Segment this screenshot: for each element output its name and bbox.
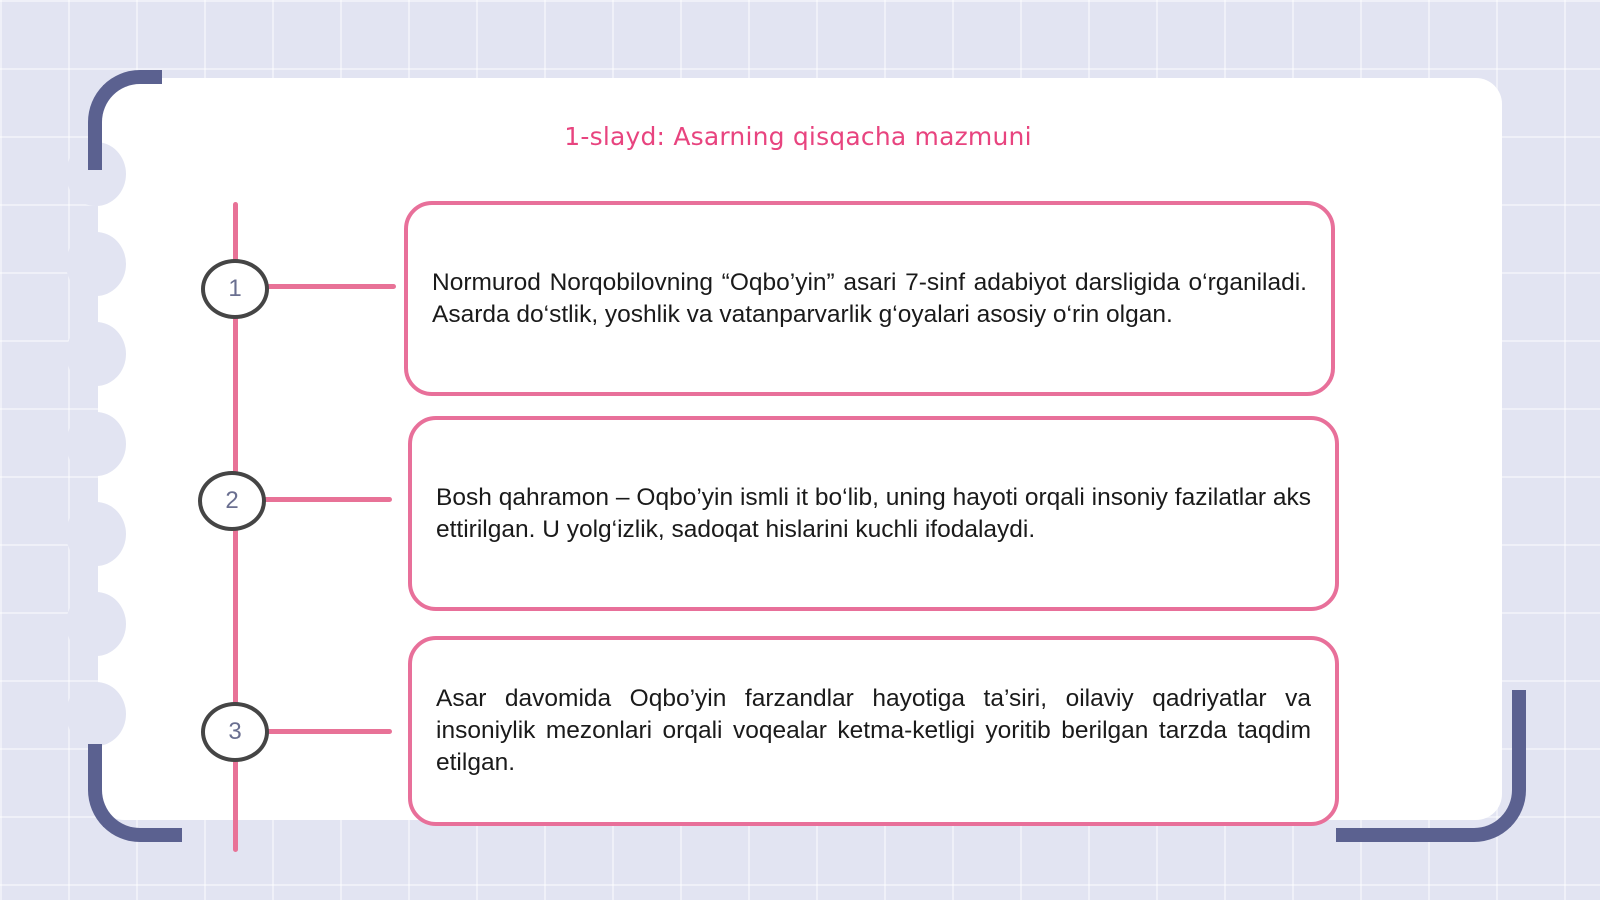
page-scallop bbox=[66, 412, 126, 476]
timeline-connector bbox=[262, 497, 392, 502]
page-scallop bbox=[66, 502, 126, 566]
timeline-connector bbox=[264, 284, 396, 289]
page-scallop bbox=[66, 682, 126, 746]
content-card-3 bbox=[408, 636, 1339, 826]
timeline-connector bbox=[264, 729, 392, 734]
corner-bracket-top-left bbox=[88, 70, 162, 170]
marker-number: 2 bbox=[225, 487, 239, 514]
card-text: Asar davomida Oqbo’yin farzandlar hayotiga ta’siri, oilaviy qadriyatlar va insoniylik mezonlari orqali voqealar ketma-ketligi yoritib berilgan tarzda taqdim etilgan. bbox=[436, 685, 1311, 776]
page-scallop bbox=[66, 232, 126, 296]
content-card-1 bbox=[404, 201, 1335, 396]
timeline-marker-3 bbox=[201, 702, 269, 762]
corner-bracket-bottom-right bbox=[1336, 690, 1526, 842]
card-text: Normurod Norqobilovning “Oqbo’yin” asari 7-sinf adabiyot darsligida o‘rganiladi. Asarda do‘stlik, yoshlik va vatanparvarlik g‘oyalari asosiy o‘rin olgan. bbox=[432, 268, 1307, 328]
marker-number: 1 bbox=[228, 275, 242, 302]
page-scallop bbox=[66, 592, 126, 656]
timeline-marker-2 bbox=[198, 471, 266, 531]
slide-title: 1-slayd: Asarning qisqacha mazmuni bbox=[564, 122, 1032, 151]
page-scallop bbox=[66, 322, 126, 386]
corner-bracket-bottom-left bbox=[88, 744, 182, 842]
timeline-marker-1 bbox=[201, 259, 269, 319]
content-card-2 bbox=[408, 416, 1339, 611]
marker-number: 3 bbox=[228, 718, 242, 745]
card-text: Bosh qahramon – Oqbo’yin ismli it bo‘lib, uning hayoti orqali insoniy fazilatlar aks ettirilgan. U yolg‘izlik, sadoqat hislarini kuchli ifodalaydi. bbox=[436, 483, 1311, 543]
